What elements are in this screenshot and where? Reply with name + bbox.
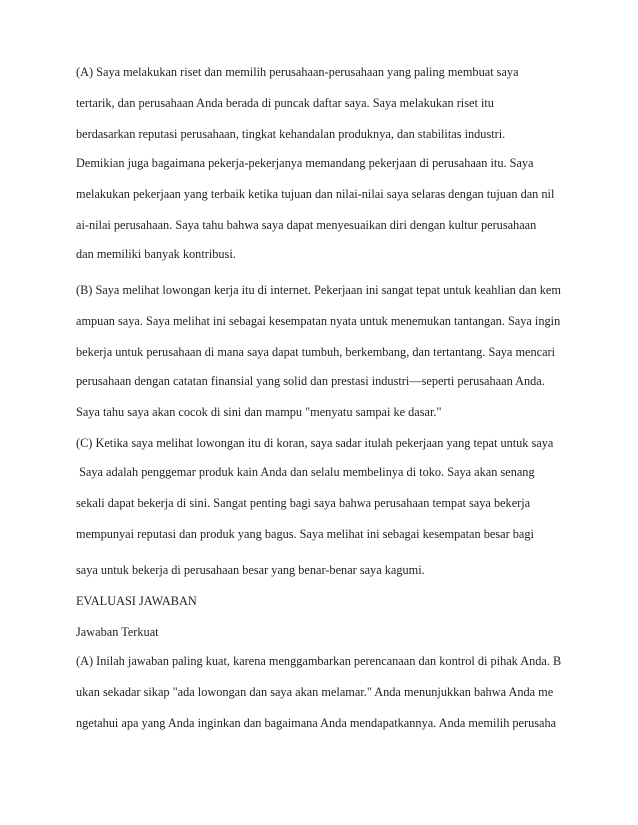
- text-line: (A) Saya melakukan riset dan memilih perusahaan-perusahaan yang paling membuat saya: [76, 65, 519, 79]
- text-line: Saya tahu saya akan cocok di sini dan mampu "menyatu sampai ke dasar.": [76, 405, 442, 419]
- text-line: melakukan pekerjaan yang terbaik ketika tujuan dan nilai-nilai saya selaras dengan tujuan dan nil: [76, 187, 555, 201]
- text-line: dan memiliki banyak kontribusi.: [76, 247, 236, 261]
- text-line: (C) Ketika saya melihat lowongan itu di koran, saya sadar itulah pekerjaan yang tepat untuk saya: [76, 436, 554, 450]
- text-line: ampuan saya. Saya melihat ini sebagai kesempatan nyata untuk menemukan tantangan. Saya ingin: [76, 314, 561, 328]
- text-line: bekerja untuk perusahaan di mana saya dapat tumbuh, berkembang, dan tertantang. Saya mencari: [76, 345, 556, 359]
- text-line: (A) Inilah jawaban paling kuat, karena menggambarkan perencanaan dan kontrol di pihak Anda. B: [76, 654, 562, 668]
- text-line: berdasarkan reputasi perusahaan, tingkat kehandalan produknya, dan stabilitas industri.: [76, 127, 506, 141]
- text-line: tertarik, dan perusahaan Anda berada di puncak daftar saya. Saya melakukan riset itu: [76, 96, 494, 110]
- text-line: Saya adalah penggemar produk kain Anda dan selalu membelinya di toko. Saya akan senang: [76, 465, 535, 479]
- text-line: (B) Saya melihat lowongan kerja itu di internet. Pekerjaan ini sangat tepat untuk keahlian dan kem: [76, 283, 561, 297]
- text-line: ngetahui apa yang Anda inginkan dan bagaimana Anda mendapatkannya. Anda memilih perusaha: [76, 716, 557, 730]
- text-line: perusahaan dengan catatan finansial yang solid dan prestasi industri—seperti perusahaan Anda.: [76, 374, 545, 388]
- text-line: saya untuk bekerja di perusahaan besar yang benar-benar saya kagumi.: [76, 563, 425, 577]
- section-heading: EVALUASI JAWABAN: [76, 594, 197, 608]
- text-line: sekali dapat bekerja di sini. Sangat penting bagi saya bahwa perusahaan tempat saya bekerja: [76, 496, 531, 510]
- subsection-heading: Jawaban Terkuat: [76, 625, 159, 639]
- text-line: ai-nilai perusahaan. Saya tahu bahwa saya dapat menyesuaikan diri dengan kultur perusahaan: [76, 218, 537, 232]
- text-line: ukan sekadar sikap "ada lowongan dan saya akan melamar." Anda menunjukkan bahwa Anda me: [76, 685, 554, 699]
- text-line: mempunyai reputasi dan produk yang bagus. Saya melihat ini sebagai kesempatan besar bagi: [76, 527, 534, 541]
- text-line: Demikian juga bagaimana pekerja-pekerjanya memandang pekerjaan di perusahaan itu. Saya: [76, 156, 534, 170]
